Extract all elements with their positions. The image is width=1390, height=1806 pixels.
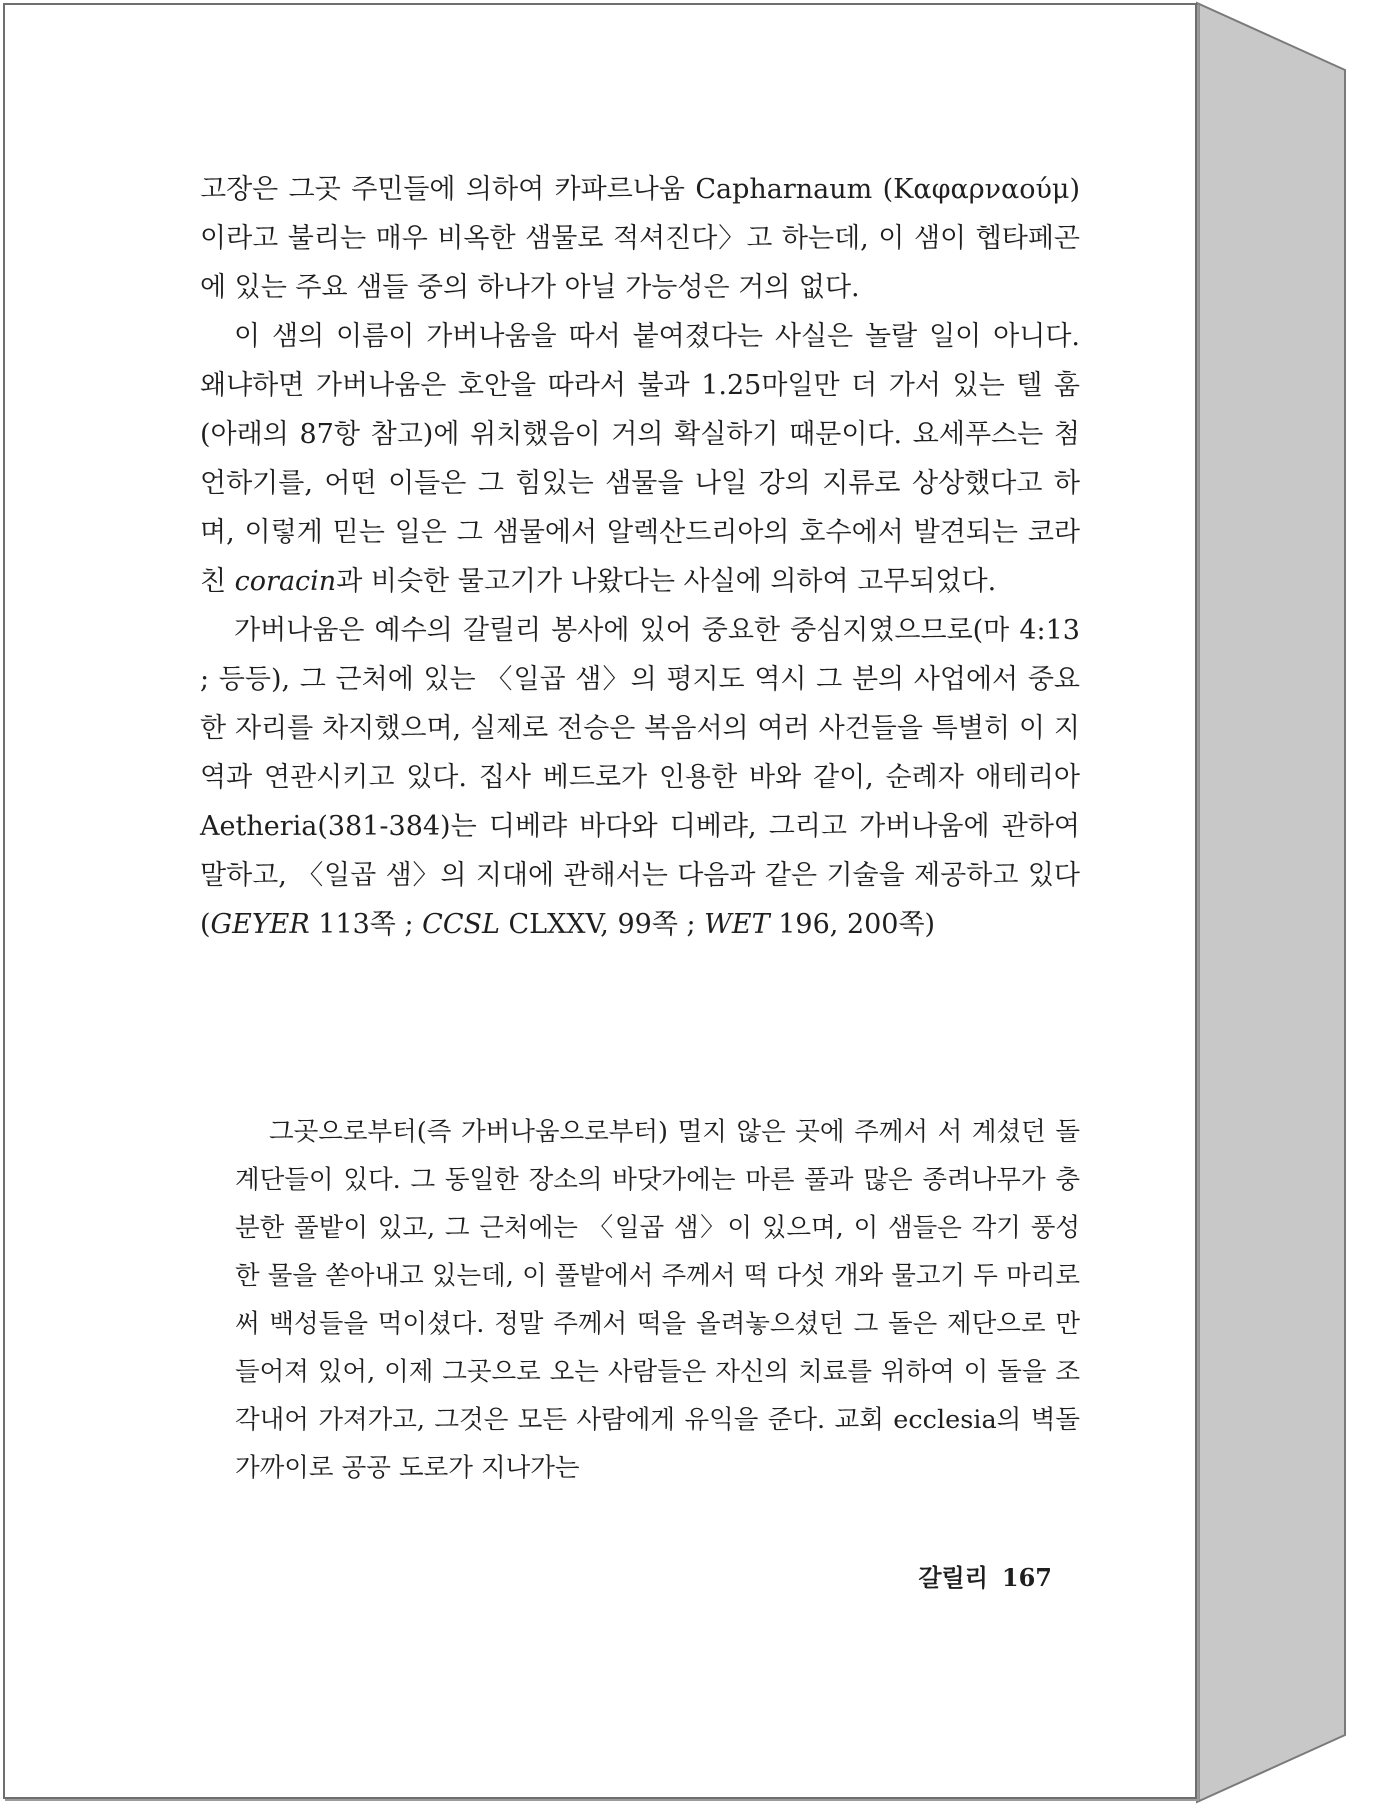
citation-geyer: GEYER [210,909,310,940]
block-quote [235,1108,1080,1492]
paragraph-3-text-4: 196, 200쪽) [769,909,936,940]
paragraph-2-text-after: 과 비슷한 물고기가 나왔다는 사실에 의하여 고무되었다. [336,566,997,597]
paragraph-2 [200,312,1080,606]
body-text [200,165,1080,949]
paragraph-2-text-before: 이 샘의 이름이 가버나움을 따서 붙여졌다는 사실은 놀랄 일이 아니다. 왜냐하면 가버나움은 호안을 따라서 불과 1.25마일만 더 가서 있는 텔 훔(아래의 87항 참고)에 위치했음이 거의 확실하기 때문이다. 요세푸스는 첨언하기를, 어떤 이들은 그 힘있는 샘물을 나일 강의 지류로 상상했다고 하며, 이렇게 믿는 일은 그 샘물에서 알렉산드리아의 호수에서 발견되는 코라친 [200,321,1080,597]
citation-ccsl: CCSL [422,909,500,940]
citation-wet: WET [704,909,770,940]
paragraph-1 [200,165,1080,312]
block-quote-text: 그곳으로부터(즉 가버나움으로부터) 멀지 않은 곳에 주께서 서 계셨던 돌 계단들이 있다. 그 동일한 장소의 바닷가에는 마른 풀과 많은 종려나무가 충분한 풀밭이 있고, 그 근처에는 〈일곱 샘〉이 있으며, 이 샘들은 각기 풍성한 물을 쏟아내고 있는데, 이 풀밭에서 주께서 떡 다섯 개와 물고기 두 마리로써 백성들을 먹이셨다. 정말 주께서 떡을 올려놓으셨던 그 돌은 제단으로 만들어져 있어, 이제 그곳으로 오는 사람들은 자신의 치료를 위하여 이 돌을 조각내어 가져가고, 그것은 모든 사람에게 유익을 준다. 교회 ecclesia의 벽돌 가까이로 공공 도로가 지나가는 [235,1117,1080,1483]
paragraph-2-italic-term: coracin [234,566,337,597]
paragraph-3-text-2: 113쪽 ; [309,909,423,940]
paragraph-3 [200,606,1080,949]
page-footer [918,1561,1052,1595]
paragraph-3-text-1: 가버나움은 예수의 갈릴리 봉사에 있어 중요한 중심지였으므로(마 4:13 ; 등등), 그 근처에 있는 〈일곱 샘〉의 평지도 역시 그 분의 사업에서 중요한 자리를 차지했으며, 실제로 전승은 복음서의 여러 사건들을 특별히 이 지역과 연관시키고 있다. 집사 베드로가 인용한 바와 같이, 순례자 애테리아 Aetheria(381-384)는 디베랴 바다와 디베랴, 그리고 가버나움에 관하여 말하고, 〈일곱 샘〉의 지대에 관해서는 다음과 같은 기술을 제공하고 있다( [200,615,1080,940]
footer-section-title: 갈릴리 [918,1563,988,1592]
paragraph-1-text: 고장은 그곳 주민들에 의하여 카파르나움 Capharnaum (Καφαρναούμ) 이라고 불리는 매우 비옥한 샘물로 적셔진다〉고 하는데, 이 샘이 헵타페곤에 있는 주요 샘들 중의 하나가 아닐 가능성은 거의 없다. [200,174,1080,303]
paragraph-3-text-3: CLXXV, 99쪽 ; [499,909,705,940]
footer-page-number: 167 [1001,1563,1052,1592]
book-spine-face [1197,3,1345,1802]
